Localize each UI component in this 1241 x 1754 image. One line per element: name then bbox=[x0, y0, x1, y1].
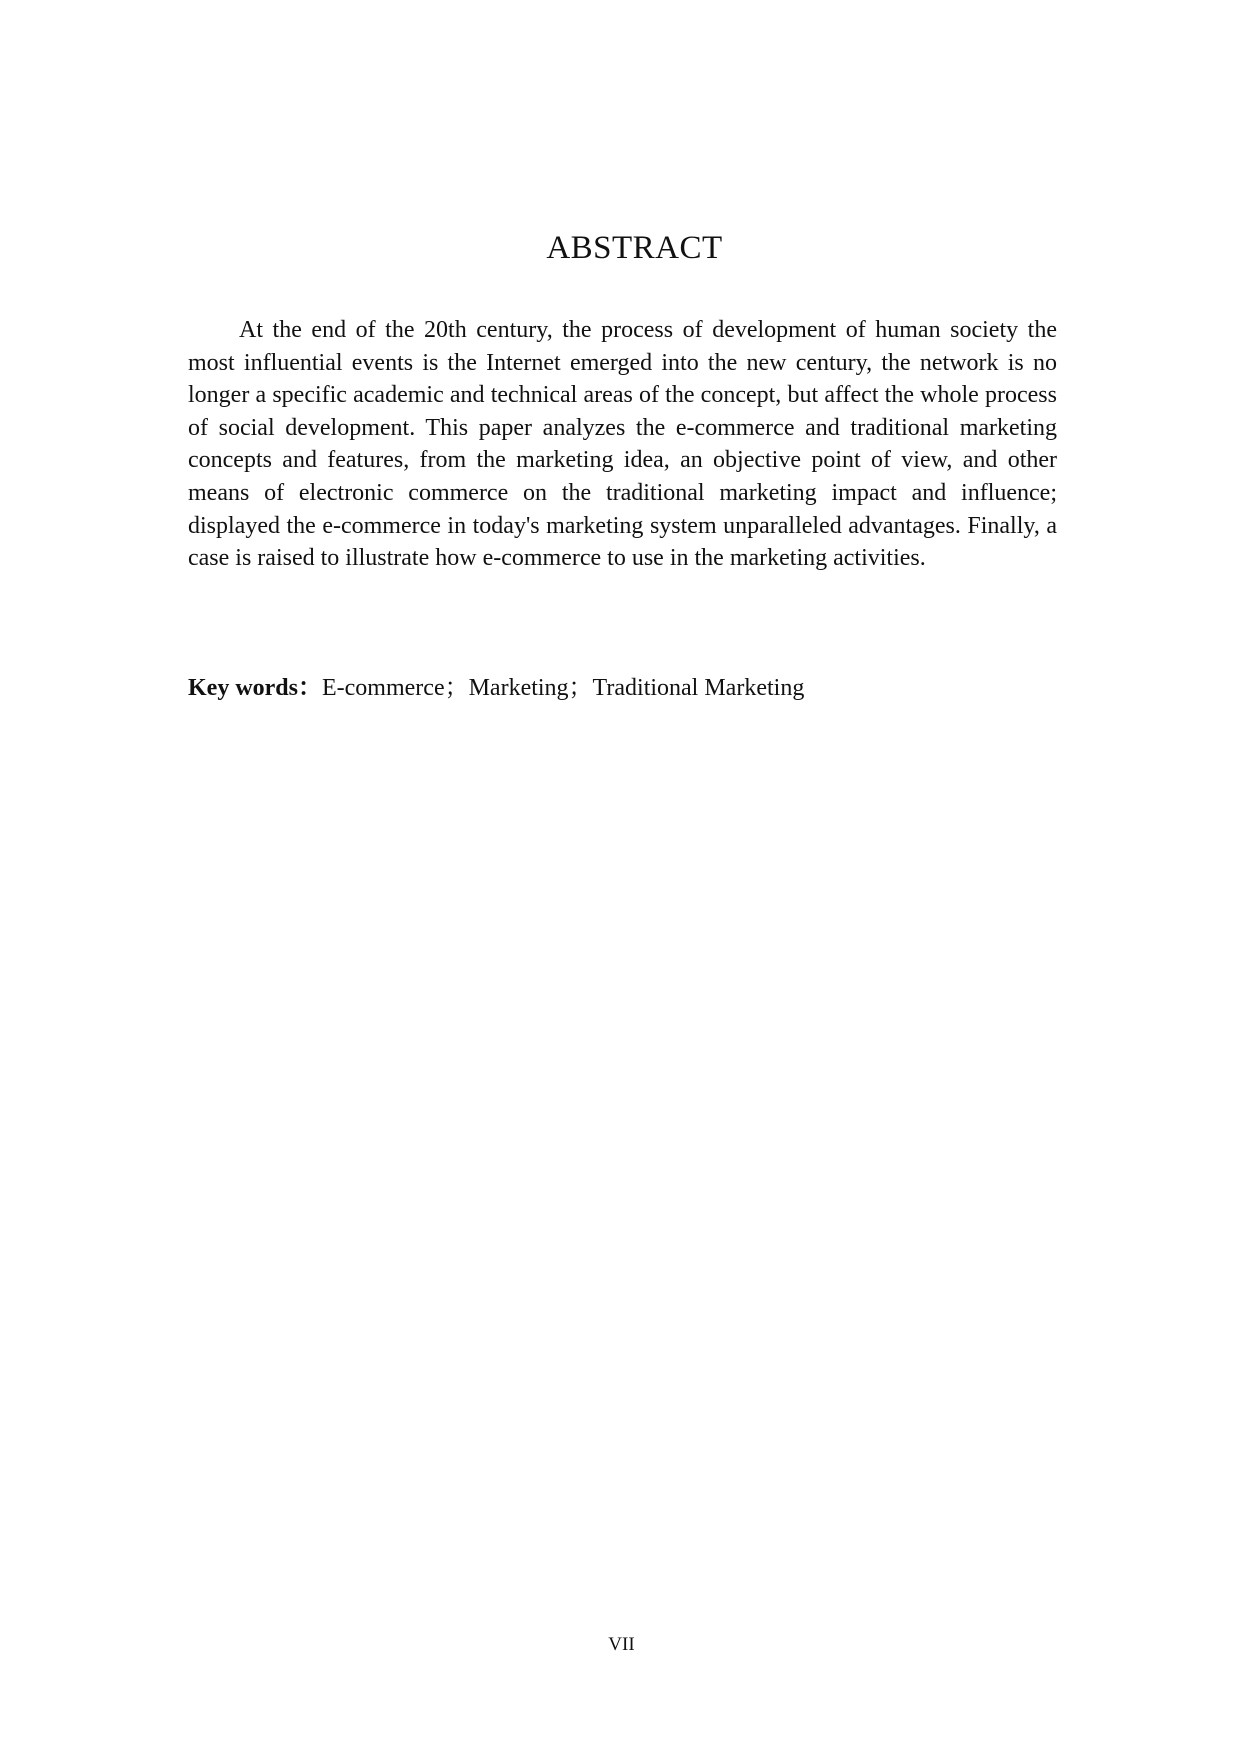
abstract-paragraph: At the end of the 20th century, the process of development of human society the most influential events is the Internet emerged into the new century, the network is no longer a specific academic and technical areas of the concept, but affect the whole process of social development. This paper analyzes the e-commerce and traditional marketing concepts and features, from the marketing idea, an objective point of view, and other means of electronic commerce on the traditional marketing impact and influence; displayed the e-commerce in today's marketing system unparalleled advantages. Finally, a case is raised to illustrate how e-commerce to use in the marketing activities. bbox=[188, 317, 1057, 572]
keywords-label: Key words： bbox=[188, 675, 322, 701]
keywords-list: E-commerce；Marketing；Traditional Marketing bbox=[322, 675, 805, 701]
page-number: VII bbox=[608, 1634, 635, 1655]
keywords-line bbox=[188, 672, 1057, 704]
abstract-title: ABSTRACT bbox=[546, 230, 723, 266]
